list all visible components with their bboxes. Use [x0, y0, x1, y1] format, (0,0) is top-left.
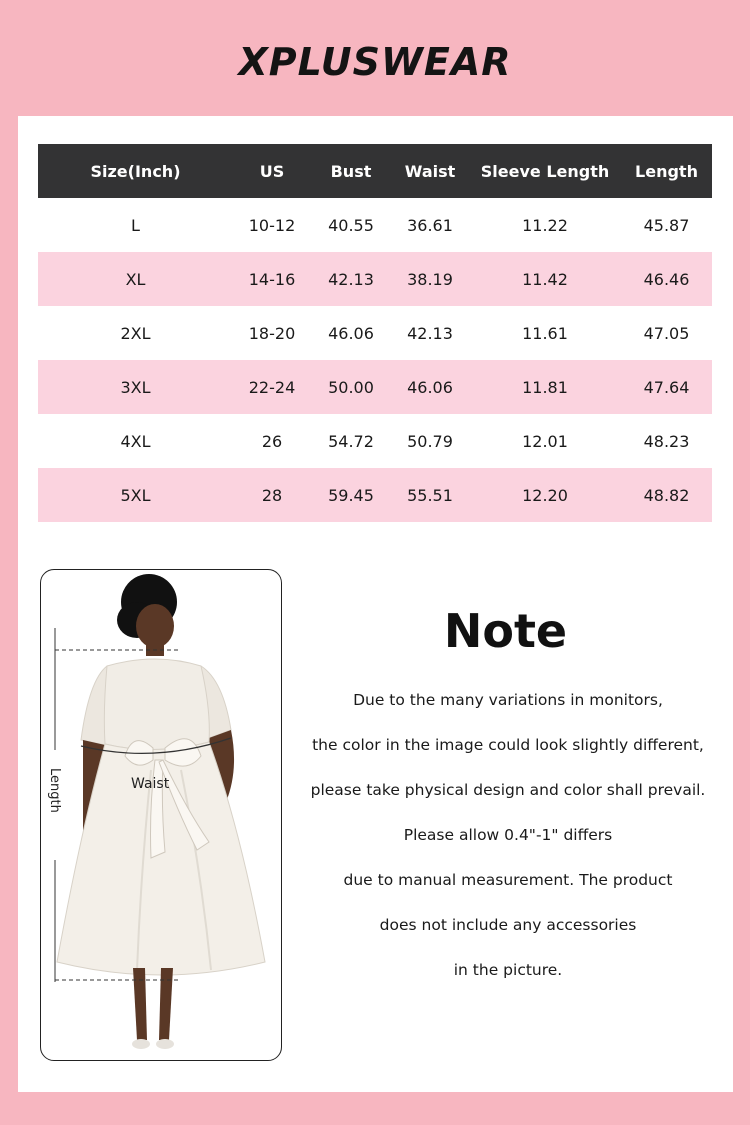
note-line: Please allow 0.4"-1" differs: [403, 826, 613, 844]
brand-logo: XPLUSWEAR: [238, 40, 512, 84]
cell-size: 2XL: [120, 323, 151, 343]
header-us: US: [233, 144, 311, 198]
cell-length: 47.64: [621, 360, 712, 414]
table-row: [38, 468, 712, 522]
cell-bust: 42.13: [311, 252, 391, 306]
cell-sleeve-length: 11.61: [522, 323, 568, 343]
cell-us: 26: [261, 431, 283, 451]
cell-size: 4XL: [120, 431, 151, 451]
cell-waist: 55.51: [391, 468, 469, 522]
cell-length: 48.82: [621, 468, 712, 522]
cell-size: 3XL: [38, 360, 233, 414]
note-line: does not include any accessories: [379, 916, 637, 934]
table-row: [38, 360, 712, 414]
cell-waist: 38.19: [391, 252, 469, 306]
cell-size: L: [131, 215, 140, 235]
size-table: [38, 144, 712, 522]
header-waist: Waist: [391, 144, 469, 198]
note-line: in the picture.: [453, 961, 563, 979]
cell-size: XL: [38, 252, 233, 306]
table-row: [38, 252, 712, 306]
size-table-header: [38, 144, 712, 198]
cell-bust: 50.00: [311, 360, 391, 414]
cell-us: 10-12: [248, 215, 296, 235]
size-chart-card: [18, 116, 733, 1092]
cell-bust: 59.45: [311, 468, 391, 522]
cell-us: 18-20: [248, 323, 296, 343]
note-line: Due to the many variations in monitors,: [353, 691, 663, 709]
cell-sleeve-length: 11.42: [469, 252, 621, 306]
cell-sleeve-length: 11.22: [522, 215, 568, 235]
note-text: [288, 684, 728, 999]
cell-sleeve-length: 12.01: [522, 431, 568, 451]
cell-bust: 54.72: [328, 431, 374, 451]
cell-bust: 40.55: [328, 215, 374, 235]
length-label: Length: [47, 768, 62, 813]
cell-size: 5XL: [38, 468, 233, 522]
table-row: [38, 198, 712, 252]
cell-length: 46.46: [621, 252, 712, 306]
cell-sleeve-length: 11.81: [469, 360, 621, 414]
model-measurement-figure: [40, 569, 282, 1061]
header-sleeve-length: Sleeve Length: [469, 144, 621, 198]
cell-waist: 50.79: [407, 431, 453, 451]
table-row: [38, 414, 712, 468]
note-line: due to manual measurement. The product: [343, 871, 673, 889]
header-bust: Bust: [311, 144, 391, 198]
cell-us: 14-16: [233, 252, 311, 306]
cell-us: 22-24: [233, 360, 311, 414]
cell-us: 28: [233, 468, 311, 522]
cell-bust: 46.06: [328, 323, 374, 343]
header-size: Size(Inch): [38, 144, 233, 198]
dress-bodice: [104, 659, 209, 750]
cell-waist: 46.06: [391, 360, 469, 414]
note-line: the color in the image could look slightly different,: [312, 736, 704, 754]
waist-label: Waist: [131, 776, 170, 792]
table-row: [38, 306, 712, 360]
model-dress-illustration: [41, 570, 281, 1060]
cell-length: 45.87: [643, 215, 690, 235]
cell-waist: 42.13: [407, 323, 453, 343]
cell-waist: 36.61: [407, 215, 453, 235]
header-length: Length: [621, 144, 712, 198]
note-line: please take physical design and color shall prevail.: [310, 781, 706, 799]
cell-sleeve-length: 12.20: [469, 468, 621, 522]
cell-length: 47.05: [643, 323, 690, 343]
cell-length: 48.23: [643, 431, 690, 451]
note-title: Note: [443, 604, 568, 658]
face-shape: [136, 604, 174, 648]
